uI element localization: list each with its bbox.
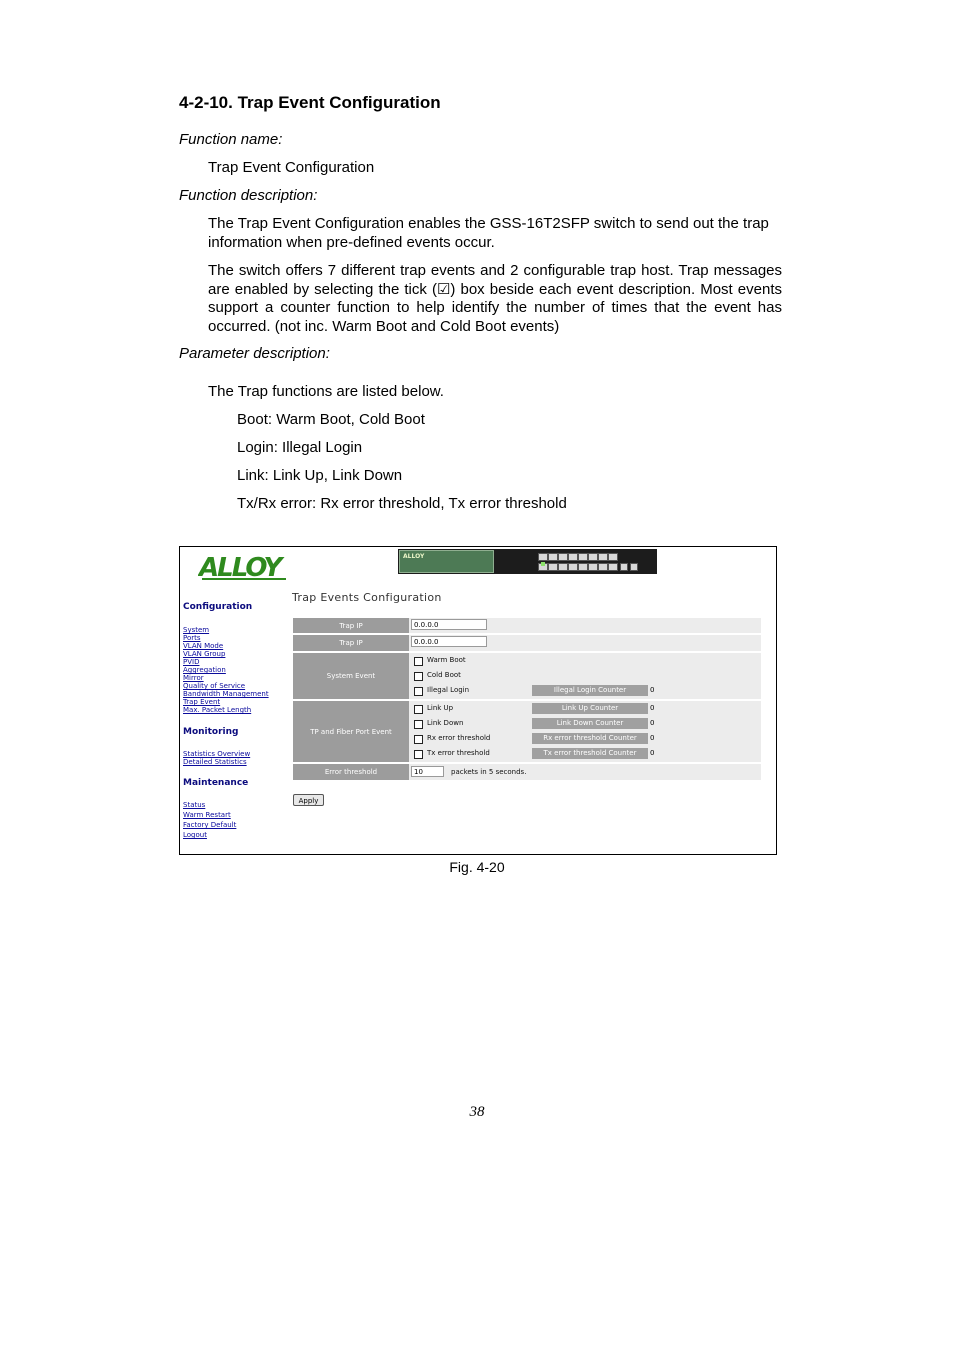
nav-link-vlan-mode[interactable]: VLAN Mode [183,642,224,650]
link-down-label: Link Down [427,719,464,727]
tx-error-checkbox[interactable] [414,750,423,759]
nav-heading-monitoring: Monitoring [183,727,239,737]
link-down-checkbox[interactable] [414,720,423,729]
link-up-counter-value: 0 [650,704,655,712]
figure-caption: Fig. 4-20 [449,859,505,875]
nav-link-ports[interactable]: Ports [183,634,201,642]
switch-banner [398,549,657,574]
trap-list-item: Tx/Rx error: Rx error threshold, Tx error threshold [237,495,567,512]
link-up-checkbox[interactable] [414,705,423,714]
figure-screenshot [179,546,777,855]
link-down-counter-label: Link Down Counter [532,718,648,729]
nav-link-vlan-group[interactable]: VLAN Group [183,650,226,658]
trap-list-item: Link: Link Up, Link Down [237,467,403,484]
banner-plate [399,550,494,573]
logo-text: ALLOY [199,553,281,582]
rx-counter-label: Rx error threshold Counter [532,733,648,744]
rx-error-label: Rx error threshold [427,734,491,742]
link-down-counter-value: 0 [650,719,655,727]
function-name: Trap Event Configuration [208,159,375,176]
rx-error-checkbox[interactable] [414,735,423,744]
banner-text: ALLOY [403,553,425,560]
nav-link-system[interactable]: System [183,626,210,634]
trap-ip-label-2: Trap IP [293,635,409,651]
cold-boot-checkbox[interactable] [414,672,423,681]
nav-link-warm-restart[interactable]: Warm Restart [183,811,231,819]
page-number: 38 [469,1104,485,1120]
trap-ip-label-1: Trap IP [293,618,409,633]
nav-link-aggregation[interactable]: Aggregation [183,666,226,674]
illegal-login-counter-label: Illegal Login Counter [532,685,648,696]
warm-boot-label: Warm Boot [427,656,466,664]
error-threshold-input[interactable]: 10 [411,766,444,777]
illegal-login-counter-value: 0 [650,686,655,694]
nav-link-statistics-overview[interactable]: Statistics Overview [183,750,251,758]
nav-link-detailed-statistics[interactable]: Detailed Statistics [183,758,247,766]
trap-list-item: Login: Illegal Login [237,439,363,456]
cold-boot-label: Cold Boot [427,671,461,679]
nav-heading-maintenance: Maintenance [183,778,249,788]
nav-link-trap-event[interactable]: Trap Event [183,698,221,706]
illegal-login-label: Illegal Login [427,686,470,694]
nav-link-factory-default[interactable]: Factory Default [183,821,237,829]
description-paragraph-1: The Trap Event Configuration enables the GSS-16T2SFP switch to send out the trap information when pre-defined events occur. [208,215,769,251]
link-up-label: Link Up [427,704,454,712]
error-threshold-suffix: packets in 5 seconds. [451,768,527,776]
function-name-label: Function name: [179,131,283,148]
apply-button[interactable]: Apply [293,794,324,806]
alloy-logo [198,548,290,582]
trap-ip-input-1[interactable]: 0.0.0.0 [411,619,487,630]
trap-list-item: Boot: Warm Boot, Cold Boot [237,411,425,428]
nav-link-logout[interactable]: Logout [183,831,207,839]
nav-link-status[interactable]: Status [183,801,206,809]
nav-link-qos[interactable]: Quality of Service [183,682,246,690]
warm-boot-checkbox[interactable] [414,657,423,666]
nav-link-max-packet-length[interactable]: Max. Packet Length [183,706,252,714]
parameter-description-label: Parameter description: [179,345,330,362]
link-up-counter-label: Link Up Counter [532,703,648,714]
function-description-label: Function description: [179,187,318,204]
illegal-login-checkbox[interactable] [414,687,423,696]
section-heading: 4-2-10. Trap Event Configuration [179,93,441,112]
port-event-label: TP and Fiber Port Event [293,701,409,762]
error-threshold-label: Error threshold [293,764,409,780]
nav-heading-configuration: Configuration [183,602,253,612]
description-paragraph-2: The switch offers 7 different trap events and 2 configurable trap host. Trap messages are enabled by selecting the tick (☑) box beside each event description. Most events support a counter function to help identify the number of times that the event has occurred. (not inc. Warm Boot and Cold Boot events) [208,262,782,335]
rx-counter-value: 0 [650,734,655,742]
tx-counter-label: Tx error threshold Counter [532,748,648,759]
nav-link-pvid[interactable]: PVID [183,658,200,666]
tx-error-label: Tx error threshold [427,749,490,757]
tx-counter-value: 0 [650,749,655,757]
nav-link-bandwidth[interactable]: Bandwidth Management [183,690,269,698]
trap-intro: The Trap functions are listed below. [208,383,444,400]
system-event-label: System Event [293,653,409,699]
nav-link-mirror[interactable]: Mirror [183,674,204,682]
trap-ip-input-2[interactable]: 0.0.0.0 [411,636,487,647]
page-title: Trap Events Configuration [292,591,442,604]
